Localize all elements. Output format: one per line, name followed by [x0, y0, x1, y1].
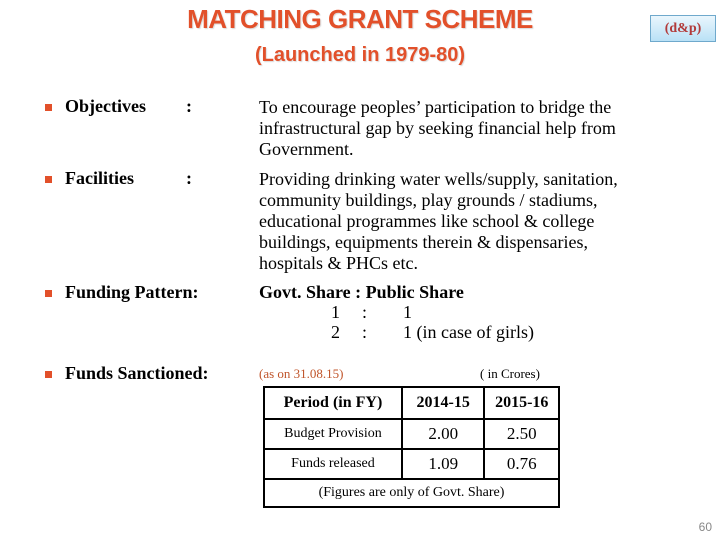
objectives-line: Government.	[259, 139, 354, 159]
facilities-line: hospitals & PHCs etc.	[259, 253, 419, 273]
facilities-label: Facilities	[65, 168, 134, 188]
table-row	[264, 419, 559, 449]
bullet-icon	[45, 104, 52, 111]
funding-pattern-label: Funding Pattern:	[65, 282, 199, 302]
table-footnote-row	[264, 479, 559, 507]
bullet-icon	[45, 290, 52, 297]
ratio-govt: 2	[331, 322, 340, 342]
funds-table	[263, 386, 560, 508]
table-header: 2015-16	[484, 387, 559, 419]
page-number: 60	[698, 520, 712, 534]
table-header: 2014-15	[402, 387, 485, 419]
facilities-line: educational programmes like school & college	[259, 211, 595, 231]
ratio-public: 1	[403, 302, 412, 322]
table-cell: Funds released	[264, 449, 402, 479]
ratio-sep: :	[362, 302, 368, 322]
table-cell: 2.00	[402, 419, 485, 449]
as-on-date: (as on 31.08.15)	[259, 366, 344, 381]
table-cell: 0.76	[484, 449, 559, 479]
funds-sanctioned-label: Funds Sanctioned:	[65, 363, 209, 383]
objectives-colon: :	[186, 96, 192, 116]
table-row	[264, 449, 559, 479]
table-footnote: (Figures are only of Govt. Share)	[264, 479, 559, 507]
facilities-line: Providing drinking water wells/supply, sanitation,	[259, 169, 618, 189]
objectives-line: To encourage peoples’ participation to bridge the	[259, 97, 612, 117]
facilities-line: buildings, equipments therein & dispensaries,	[259, 232, 588, 252]
ratio-public: 1 (in case of girls)	[403, 322, 534, 342]
objectives-text	[259, 97, 679, 160]
objectives-label: Objectives	[65, 96, 146, 116]
bullet-icon	[45, 176, 52, 183]
facilities-line: community buildings, play grounds / stadiums,	[259, 190, 598, 210]
table-header-row	[264, 387, 559, 419]
facilities-colon: :	[186, 168, 192, 188]
table-cell: 1.09	[402, 449, 485, 479]
unit-label: ( in Crores)	[480, 366, 540, 381]
table-cell: Budget Provision	[264, 419, 402, 449]
table-cell: 2.50	[484, 419, 559, 449]
ratio-govt: 1	[331, 302, 340, 322]
objectives-line: infrastructural gap by seeking financial help from	[259, 118, 616, 138]
slide-title: MATCHING GRANT SCHEME	[187, 4, 533, 34]
dp-badge: (d&p)	[650, 15, 716, 42]
table-header: Period (in FY)	[264, 387, 402, 419]
slide-subtitle: (Launched in 1979-80)	[254, 44, 466, 66]
funding-pattern-heading: Govt. Share : Public Share	[259, 282, 464, 302]
bullet-icon	[45, 371, 52, 378]
ratio-sep: :	[362, 322, 368, 342]
facilities-text	[259, 169, 679, 274]
